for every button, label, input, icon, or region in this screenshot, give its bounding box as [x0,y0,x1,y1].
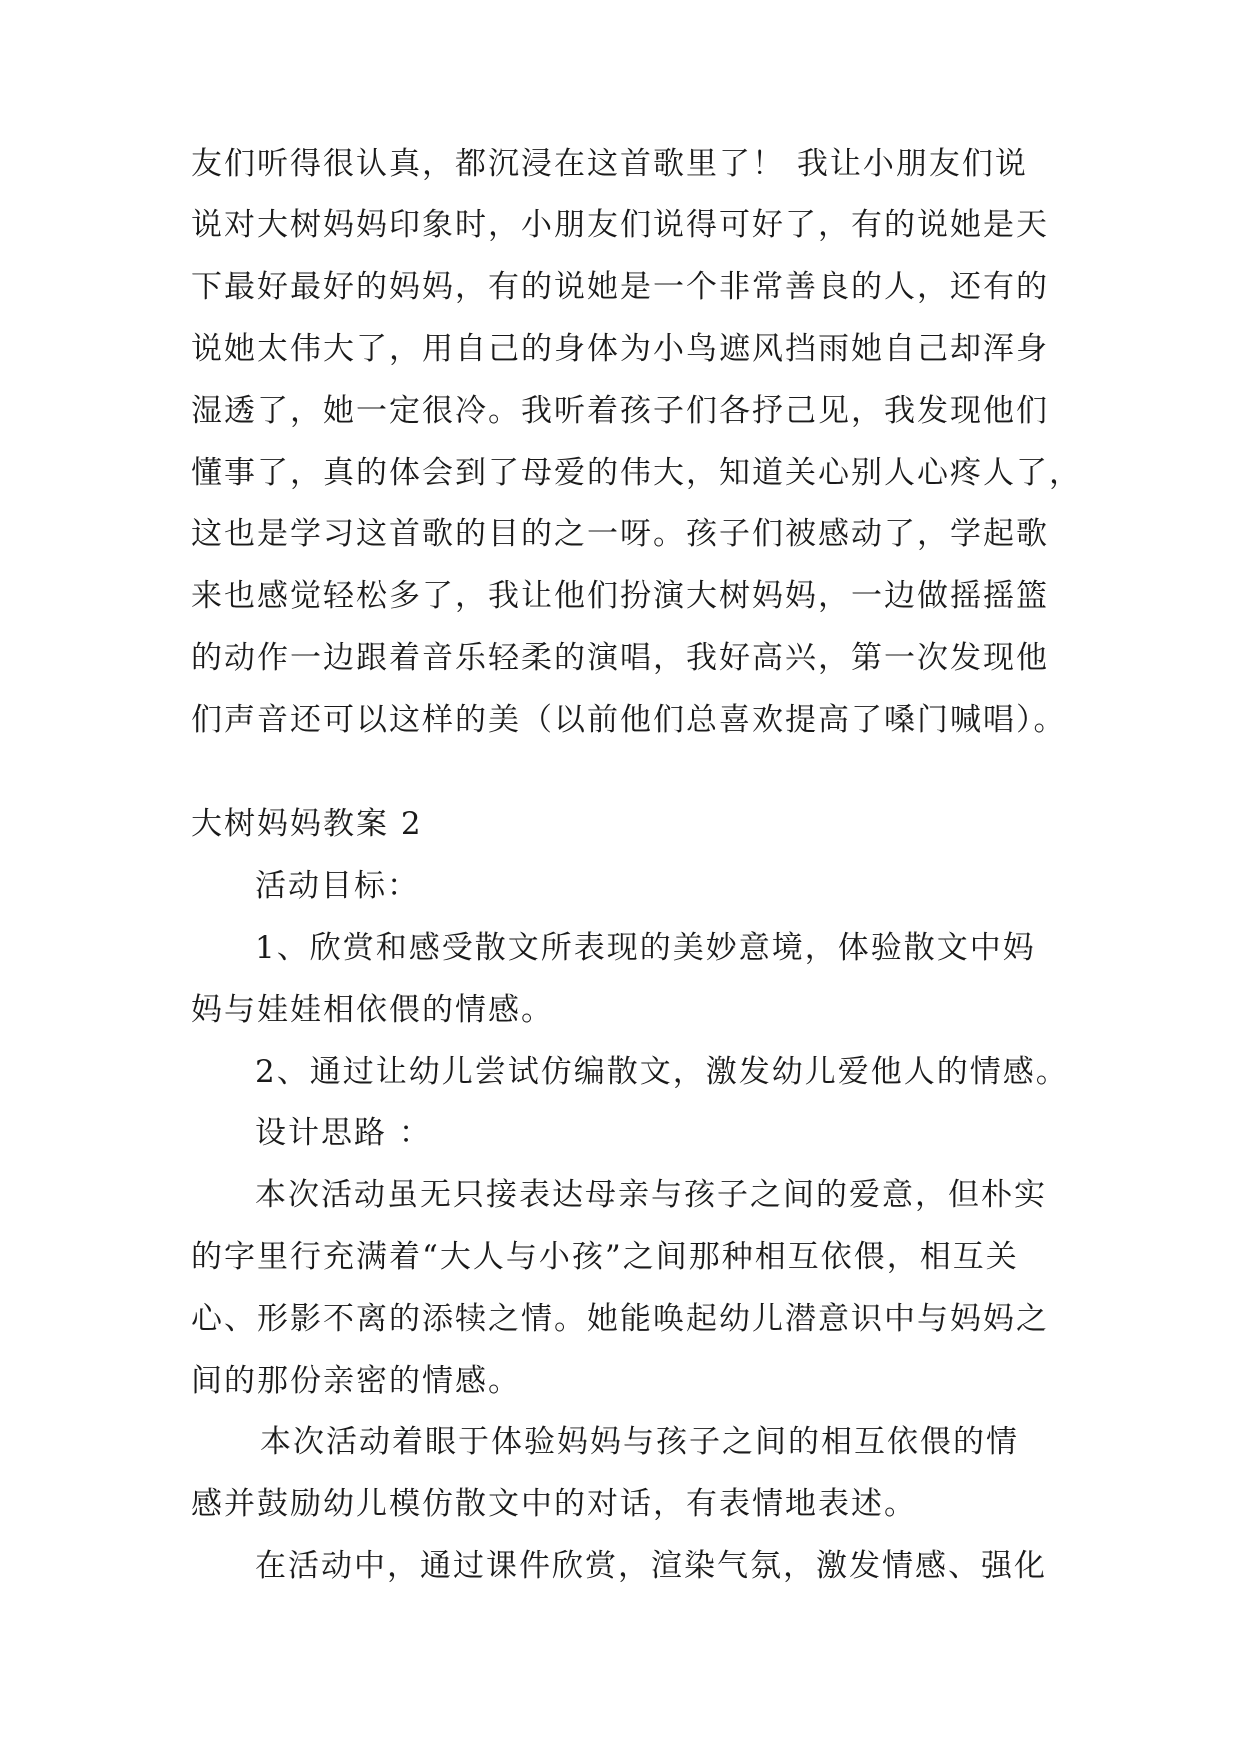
text-line: 说她太伟大了，用自己的身体为小鸟遮风挡雨她自己却浑身 [191,331,1049,367]
text-line: 活动目标： [255,868,420,904]
text-line: 设计思路 ： [255,1115,432,1151]
text-line: 本次活动虽无只接表达母亲与孩子之间的爱意，但朴实 [255,1177,1047,1213]
text-line: 感并鼓励幼儿模仿散文中的对话，有表情地表述。 [191,1486,917,1522]
text-line: 下最好最好的妈妈，有的说她是一个非常善良的人，还有的 [191,269,1049,305]
text-line: 湿透了，她一定很冷。我听着孩子们各抒己见，我发现他们 [191,393,1049,429]
text-line: 懂事了，真的体会到了母爱的伟大，知道关心别人心疼人了， [191,455,1082,491]
text-line: 说对大树妈妈印象时，小朋友们说得可好了，有的说她是天 [191,207,1049,243]
text-line: 1、欣赏和感受散文所表现的美妙意境，体验散文中妈 [255,930,1036,966]
text-line: 们声音还可以这样的美（以前他们总喜欢提高了嗓门喊唱）。 [191,702,1067,738]
text-line: 这也是学习这首歌的目的之一呀。孩子们被感动了，学起歌 [191,516,1049,552]
text-line: 在活动中，通过课件欣赏，渲染气氛，激发情感、强化 [255,1548,1047,1584]
text-line: 本次活动着眼于体验妈妈与孩子之间的相互依偎的情 [260,1424,1019,1460]
text-line: 妈与娃娃相依偎的情感。 [191,992,554,1028]
text-line: 心、形影不离的添犊之情。她能唤起幼儿潜意识中与妈妈之 [191,1301,1049,1337]
text-line: 来也感觉轻松多了，我让他们扮演大树妈妈，一边做摇摇篮 [191,578,1049,614]
text-line: 2、通过让幼儿尝试仿编散文，激发幼儿爱他人的情感。 [255,1054,1069,1090]
text-line: 的字里行充满着“大人与小孩”之间那种相互依偎，相互关 [191,1239,1019,1275]
text-line: 的动作一边跟着音乐轻柔的演唱，我好高兴，第一次发现他 [191,640,1049,676]
text-line: 间的那份亲密的情感。 [191,1363,521,1399]
text-line: 友们听得很认真，都沉浸在这首歌里了！ 我让小朋友们说 [191,146,1028,182]
section-title: 大树妈妈教案 2 [191,806,423,842]
